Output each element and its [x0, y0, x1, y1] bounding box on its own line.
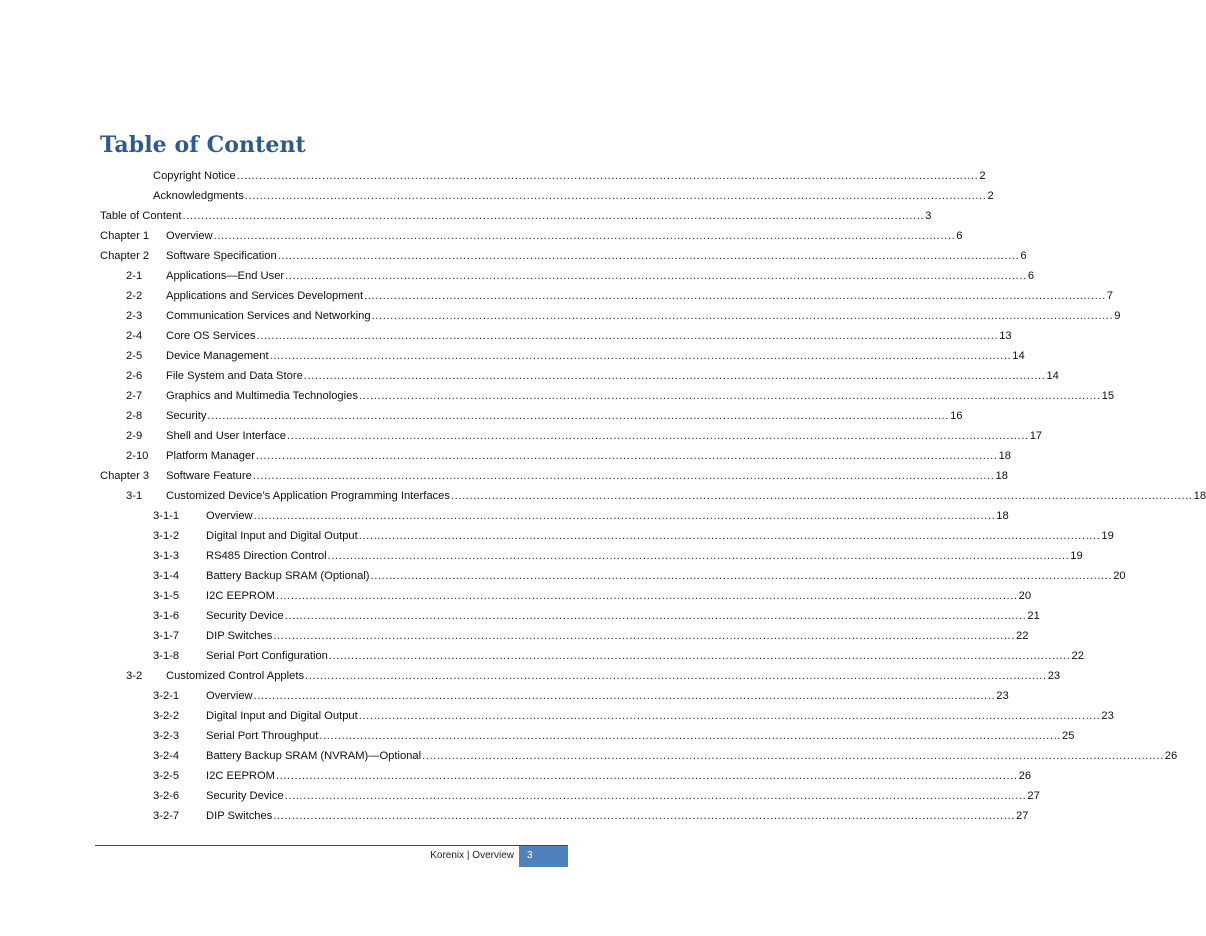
toc-leader-dots: ........................................................................................................................................................................................................	[276, 590, 1018, 602]
toc-entry-page: 14	[1012, 350, 1025, 362]
toc-entry[interactable]	[100, 706, 1114, 726]
toc-entry-page: 16	[950, 410, 963, 422]
toc-entry-page: 20	[1018, 590, 1032, 602]
toc-entry-number: 3-2-4	[153, 750, 180, 762]
toc-entry-page: 23	[1101, 710, 1114, 722]
toc-entry-number: 3-2-1	[153, 690, 180, 702]
toc-entry-number: 2-4	[126, 330, 143, 342]
toc-leader-dots: ........................................................................................................................................................................................................	[284, 790, 1027, 802]
toc-entry-number: 2-5	[126, 350, 143, 362]
toc-entry-number: 2-8	[126, 410, 143, 422]
toc-entry-label: I2C EEPROM	[206, 770, 276, 782]
toc-leader-dots: ........................................................................................................................................................................................................	[287, 430, 1029, 442]
toc-entry-page: 17	[1029, 430, 1043, 442]
toc-entry[interactable]	[100, 206, 932, 226]
toc-entry-page: 18	[996, 510, 1009, 522]
toc-entry-label: Security Device	[206, 610, 284, 622]
toc-entry-number: 3-1-4	[153, 570, 180, 582]
toc-entry-page: 6	[1020, 250, 1027, 262]
toc-entry[interactable]	[100, 326, 1012, 346]
toc-entry[interactable]	[100, 686, 1009, 706]
toc-entry-label: Digital Input and Digital Output	[206, 530, 358, 542]
toc-entry-label: DIP Switches	[206, 630, 273, 642]
toc-leader-dots: ........................................................................................................................................................................................................	[284, 610, 1027, 622]
toc-entry-page: 18	[995, 470, 1008, 482]
toc-entry-label: Shell and User Interface	[166, 430, 287, 442]
toc-entry-number: 2-6	[126, 370, 143, 382]
toc-leader-dots: ........................................................................................................................................................................................................	[252, 470, 995, 482]
toc-entry-label: Overview	[206, 690, 253, 702]
toc-leader-dots: ........................................................................................................................................................................................................	[244, 190, 987, 202]
toc-leader-dots: ........................................................................................................................................................................................................	[327, 550, 1070, 562]
toc-entry[interactable]	[100, 766, 1032, 786]
toc-leader-dots: ........................................................................................................................................................................................................	[253, 510, 996, 522]
toc-leader-dots: ........................................................................................................................................................................................................	[236, 170, 979, 182]
toc-entry[interactable]	[100, 466, 1008, 486]
toc-entry-number: 2-10	[126, 450, 149, 462]
toc-entry-label: Copyright Notice	[153, 170, 236, 182]
toc-entry-label: Overview	[206, 510, 253, 522]
toc-entry-label: I2C EEPROM	[206, 590, 276, 602]
toc-leader-dots: ........................................................................................................................................................................................................	[319, 730, 1062, 742]
toc-leader-dots: ........................................................................................................................................................................................................	[213, 230, 956, 242]
toc-entry-label: Software Feature	[166, 470, 252, 482]
toc-entry-page: 19	[1070, 550, 1083, 562]
toc-entry[interactable]	[100, 546, 1083, 566]
toc-entry-label: Communication Services and Networking	[166, 310, 371, 322]
toc-entry-label: Graphics and Multimedia Technologies	[166, 390, 358, 402]
toc-entry-label: Serial Port Throughput	[206, 730, 319, 742]
toc-entry-page: 7	[1106, 290, 1114, 302]
toc-entry-number: Chapter 1	[100, 230, 150, 242]
toc-entry[interactable]	[100, 266, 1035, 286]
toc-entry-page: 27	[1027, 790, 1040, 802]
toc-leader-dots: ........................................................................................................................................................................................................	[207, 410, 950, 422]
toc-entry-number: 2-3	[126, 310, 143, 322]
toc-entry[interactable]	[100, 586, 1032, 606]
toc-entry-number: 2-9	[126, 430, 143, 442]
toc-entry-number: Chapter 2	[100, 250, 150, 262]
toc-leader-dots: ........................................................................................................................................................................................................	[450, 490, 1193, 502]
toc-entry-label: Digital Input and Digital Output	[206, 710, 358, 722]
toc-entry[interactable]	[100, 786, 1040, 806]
toc-entry[interactable]	[100, 646, 1084, 666]
toc-entry-label: Software Specification	[166, 250, 277, 262]
toc-leader-dots: ........................................................................................................................................................................................................	[277, 250, 1020, 262]
toc-entry-page: 26	[1018, 770, 1032, 782]
toc-leader-dots: ........................................................................................................................................................................................................	[370, 570, 1113, 582]
toc-entry[interactable]	[100, 806, 1029, 826]
toc-entry[interactable]	[100, 246, 1027, 266]
toc-entry[interactable]	[100, 386, 1115, 406]
toc-entry-page: 6	[1027, 270, 1035, 282]
toc-entry[interactable]	[100, 346, 1025, 366]
toc-entry-label: DIP Switches	[206, 810, 273, 822]
toc-leader-dots: ........................................................................................................................................................................................................	[273, 630, 1015, 642]
toc-entry-number: 2-7	[126, 390, 143, 402]
toc-entry-number: 2-2	[126, 290, 143, 302]
toc-entry-label: Applications and Services Development	[166, 290, 364, 302]
toc-entry-page: 20	[1113, 570, 1126, 582]
toc-entry-label: Applications—End User	[166, 270, 285, 282]
toc-entry-label: Device Management	[166, 350, 269, 362]
toc-leader-dots: ........................................................................................................................................................................................................	[255, 450, 998, 462]
page-title: Table of Content	[100, 132, 306, 158]
toc-entry[interactable]	[100, 186, 994, 206]
toc-entry-page: 3	[925, 210, 932, 222]
toc-entry-label: Security	[166, 410, 207, 422]
toc-entry[interactable]	[100, 526, 1114, 546]
toc-entry-page: 14	[1046, 370, 1059, 382]
toc-entry[interactable]	[100, 566, 1126, 586]
toc-entry-number: 3-1-7	[153, 630, 180, 642]
toc-entry-label: Customized Control Applets	[166, 670, 305, 682]
toc-entry-label: Overview	[166, 230, 213, 242]
toc-entry-number: 2-1	[126, 270, 143, 282]
toc-entry[interactable]	[100, 486, 1206, 506]
toc-entry-number: 3-1-2	[153, 530, 180, 542]
toc-entry-number: 3-2	[126, 670, 143, 682]
toc-leader-dots: ........................................................................................................................................................................................................	[276, 770, 1018, 782]
toc-entry-page: 25	[1062, 730, 1075, 742]
toc-entry[interactable]	[100, 406, 963, 426]
toc-entry-page: 26	[1164, 750, 1178, 762]
toc-entry-page: 19	[1101, 530, 1114, 542]
toc-entry-number: 3-1-8	[153, 650, 180, 662]
toc-entry-number: 3-2-5	[153, 770, 180, 782]
toc-entry-page: 23	[1047, 670, 1061, 682]
toc-entry-label: RS485 Direction Control	[206, 550, 327, 562]
toc-leader-dots: ........................................................................................................................................................................................................	[328, 650, 1071, 662]
toc-entry[interactable]	[100, 626, 1029, 646]
toc-leader-dots: ........................................................................................................................................................................................................	[273, 810, 1015, 822]
toc-entry-page: 22	[1071, 650, 1084, 662]
toc-entry-number: 3-2-2	[153, 710, 180, 722]
toc-entry[interactable]	[100, 306, 1121, 326]
toc-entry-page: 13	[999, 330, 1012, 342]
toc-entry-label: Table of Content	[100, 210, 182, 222]
toc-leader-dots: ........................................................................................................................................................................................................	[256, 330, 999, 342]
toc-entry-page: 6	[956, 230, 963, 242]
toc-leader-dots: ........................................................................................................................................................................................................	[182, 210, 925, 222]
toc-leader-dots: ........................................................................................................................................................................................................	[358, 390, 1101, 402]
toc-leader-dots: ........................................................................................................................................................................................................	[305, 670, 1047, 682]
toc-entry[interactable]	[100, 426, 1043, 446]
toc-entry[interactable]	[100, 226, 963, 246]
toc-entry-page: 2	[979, 170, 986, 182]
toc-entry-page: 22	[1015, 630, 1029, 642]
footer-text: Korenix | Overview	[430, 850, 514, 861]
toc-leader-dots: ........................................................................................................................................................................................................	[269, 350, 1012, 362]
toc-entry[interactable]	[100, 166, 986, 186]
toc-entry[interactable]	[100, 286, 1114, 306]
toc-entry-page: 23	[996, 690, 1009, 702]
toc-entry-page: 21	[1027, 610, 1040, 622]
toc-entry-label: Acknowledgments	[153, 190, 244, 202]
toc-entry-number: 3-2-6	[153, 790, 180, 802]
toc-leader-dots: ........................................................................................................................................................................................................	[303, 370, 1046, 382]
toc-entry-number: 3-1-6	[153, 610, 180, 622]
toc-entry-page: 18	[998, 450, 1012, 462]
toc-entry-number: 3-2-7	[153, 810, 180, 822]
toc-entry[interactable]	[100, 606, 1040, 626]
toc-entry-label: Serial Port Configuration	[206, 650, 328, 662]
toc-leader-dots: ........................................................................................................................................................................................................	[358, 530, 1101, 542]
toc-entry-label: File System and Data Store	[166, 370, 303, 382]
toc-leader-dots: ........................................................................................................................................................................................................	[371, 310, 1114, 322]
toc-entry-page: 27	[1015, 810, 1029, 822]
toc-entry-label: Security Device	[206, 790, 284, 802]
toc-entry-number: Chapter 3	[100, 470, 150, 482]
toc-entry-number: 3-1-3	[153, 550, 180, 562]
toc-entry-page: 15	[1101, 390, 1115, 402]
footer-divider	[95, 845, 568, 846]
toc-entry-number: 3-1-1	[153, 510, 180, 522]
toc-entry[interactable]	[100, 666, 1061, 686]
footer-page-number: 3	[519, 846, 568, 867]
toc-entry[interactable]	[100, 506, 1009, 526]
toc-entry-label: Battery Backup SRAM (NVRAM)—Optional	[206, 750, 422, 762]
toc-entry[interactable]	[100, 746, 1178, 766]
toc-entry-number: 3-1-5	[153, 590, 180, 602]
toc-leader-dots: ........................................................................................................................................................................................................	[285, 270, 1027, 282]
toc-entry-page: 9	[1114, 310, 1121, 322]
toc-entry-label: Battery Backup SRAM (Optional)	[206, 570, 370, 582]
toc-entry-page: 18	[1193, 490, 1206, 502]
toc-entry-number: 3-1	[126, 490, 143, 502]
toc-entry-page: 2	[987, 190, 994, 202]
toc-leader-dots: ........................................................................................................................................................................................................	[364, 290, 1106, 302]
toc-entry[interactable]	[100, 726, 1075, 746]
toc-entry-label: Core OS Services	[166, 330, 256, 342]
toc-leader-dots: ........................................................................................................................................................................................................	[253, 690, 996, 702]
toc-entry[interactable]	[100, 366, 1059, 386]
toc-entry-label: Customized Device’s Application Programming Interfaces	[166, 490, 450, 502]
toc-entry[interactable]	[100, 446, 1012, 466]
toc-leader-dots: ........................................................................................................................................................................................................	[422, 750, 1164, 762]
toc-leader-dots: ........................................................................................................................................................................................................	[358, 710, 1101, 722]
toc-entry-number: 3-2-3	[153, 730, 180, 742]
toc-entry-label: Platform Manager	[166, 450, 255, 462]
